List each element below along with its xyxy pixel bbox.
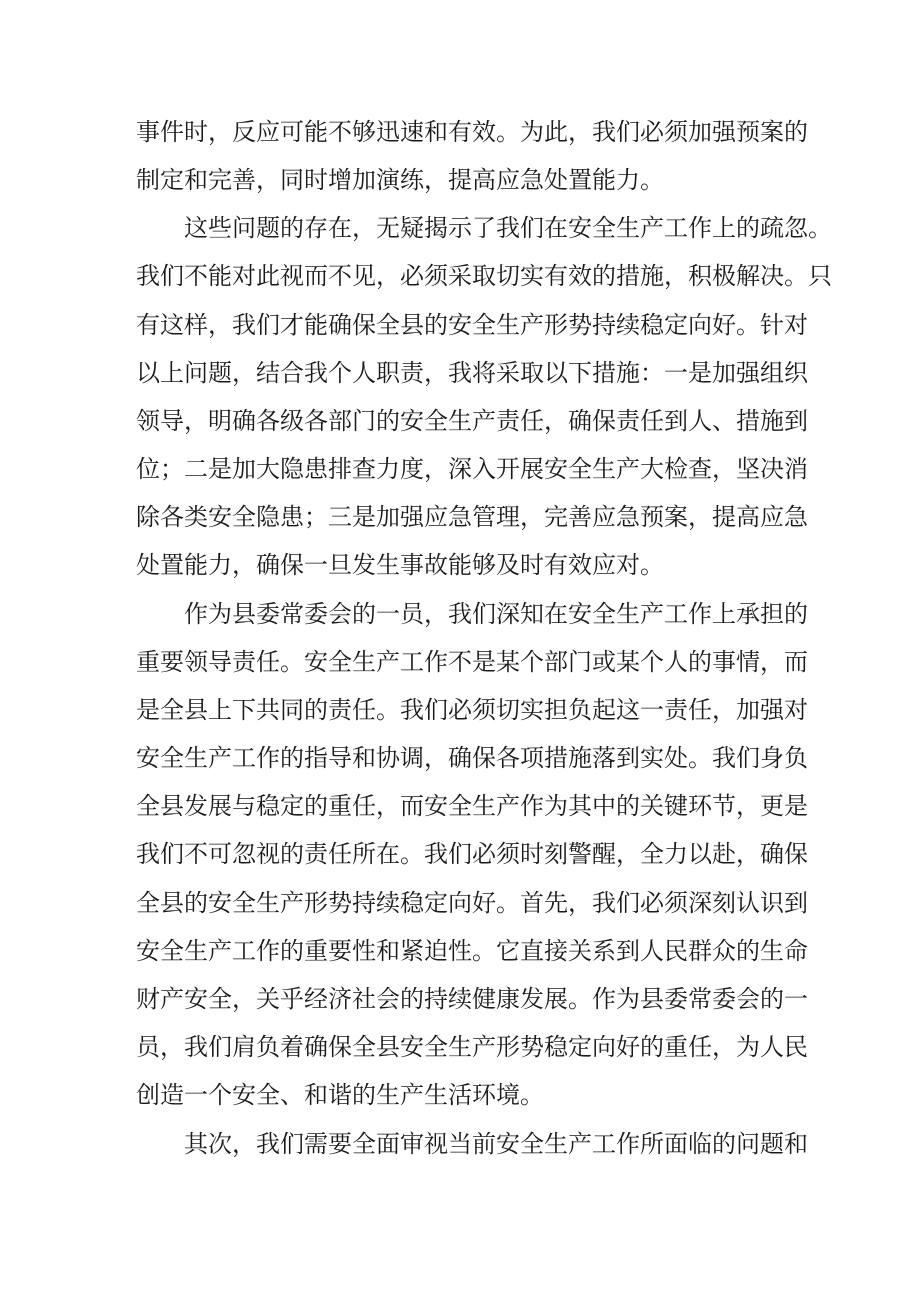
- paragraph-3-line-5: 全县发展与稳定的重任，而安全生产作为其中的关键环节，更是: [136, 792, 808, 820]
- paragraph-4-line-1: 其次，我们需要全面审视当前安全生产工作所面临的问题和: [184, 1130, 808, 1158]
- paragraph-3-line-1: 作为县委常委会的一员，我们深知在安全生产工作上承担的: [184, 600, 808, 628]
- paragraph-1-line-1: 事件时，反应可能不够迅速和有效。为此，我们必须加强预案的: [136, 118, 808, 146]
- paragraph-2-line-2: 我们不能对此视而不见，必须采取切实有效的措施，积极解决。只: [136, 262, 832, 290]
- paragraph-2-line-7: 除各类安全隐患；三是加强应急管理，完善应急预案，提高应急: [136, 503, 808, 531]
- paragraph-2-line-6: 位；二是加大隐患排查力度，深入开展安全生产大检查，坚决消: [136, 455, 808, 483]
- paragraph-3-line-9: 财产安全，关乎经济社会的持续健康发展。作为县委常委会的一: [136, 985, 808, 1013]
- paragraph-3-line-8: 安全生产工作的重要性和紧迫性。它直接关系到人民群众的生命: [136, 937, 808, 965]
- paragraph-3-line-11: 创造一个安全、和谐的生产生活环境。: [136, 1081, 544, 1109]
- paragraph-2-line-5: 领导，明确各级各部门的安全生产责任，确保责任到人、措施到: [136, 407, 808, 435]
- paragraph-2-line-1: 这些问题的存在，无疑揭示了我们在安全生产工作上的疏忽。: [184, 214, 832, 242]
- paragraph-1-line-2: 制定和完善，同时增加演练，提高应急处置能力。: [136, 166, 664, 194]
- paragraph-3-line-10: 员，我们肩负着确保全县安全生产形势稳定向好的重任，为人民: [136, 1033, 808, 1061]
- paragraph-3-line-4: 安全生产工作的指导和协调，确保各项措施落到实处。我们身负: [136, 744, 808, 772]
- paragraph-2-line-3: 有这样，我们才能确保全县的安全生产形势持续稳定向好。针对: [136, 311, 808, 339]
- paragraph-3-line-7: 全县的安全生产形势持续稳定向好。首先，我们必须深刻认识到: [136, 889, 808, 917]
- paragraph-2-line-8: 处置能力，确保一旦发生事故能够及时有效应对。: [136, 551, 664, 579]
- paragraph-3-line-3: 是全县上下共同的责任。我们必须切实担负起这一责任，加强对: [136, 696, 808, 724]
- paragraph-3-line-6: 我们不可忽视的责任所在。我们必须时刻警醒，全力以赴，确保: [136, 840, 808, 868]
- paragraph-2-line-4: 以上问题，结合我个人职责，我将采取以下措施：一是加强组织: [136, 359, 808, 387]
- paragraph-3-line-2: 重要领导责任。安全生产工作不是某个部门或某个人的事情，而: [136, 648, 808, 676]
